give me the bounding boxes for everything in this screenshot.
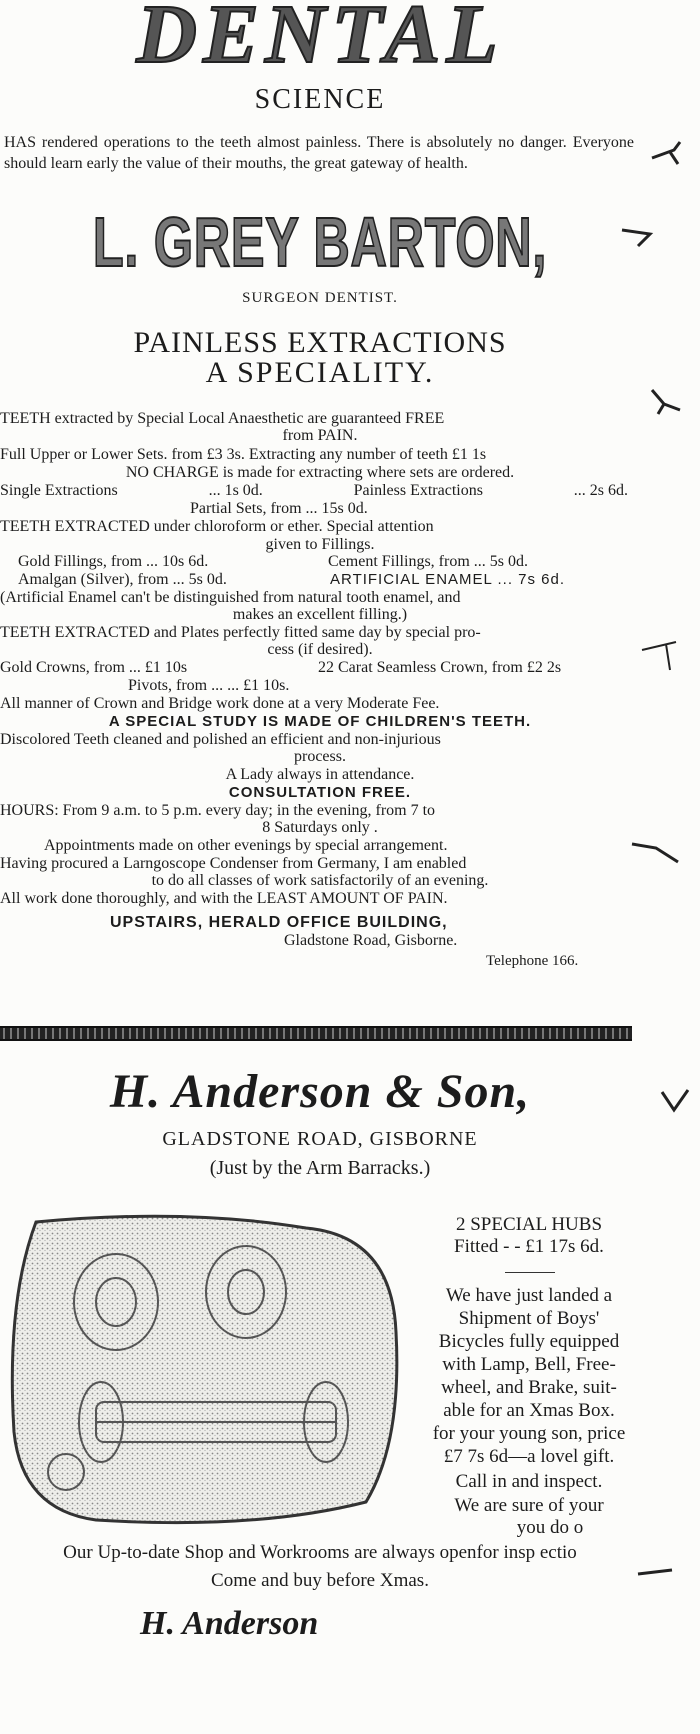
price-line: All manner of Crown and Bridge work done at a very Moderate Fee. bbox=[0, 695, 440, 712]
price-line: ARTIFICIAL ENAMEL ... 7s 6d. bbox=[330, 571, 566, 588]
price-line: makes an excellent filling.) bbox=[232, 606, 408, 623]
section-divider bbox=[0, 1026, 632, 1041]
price-line: TEETH extracted by Special Local Anaesthetic are guaranteed FREE bbox=[0, 410, 445, 427]
dental-title: DENTAL bbox=[136, 0, 504, 81]
price-line: Discolored Teeth cleaned and polished an efficient and non-injurious bbox=[0, 731, 441, 748]
price-row bbox=[0, 482, 628, 500]
promo-line: with Lamp, Bell, Free- bbox=[442, 1354, 616, 1375]
price-line: TEETH EXTRACTED under chloroform or ether. Special attention bbox=[0, 518, 434, 535]
children-note: A SPECIAL STUDY IS MADE OF CHILDREN'S TEETH. bbox=[108, 713, 532, 730]
margin-mark-icon bbox=[660, 1086, 690, 1114]
headline-painless-extractions: PAINLESS EXTRACTIONS bbox=[133, 326, 507, 359]
promo-line: able for an Xmas Box. bbox=[443, 1400, 615, 1421]
promo-line: Bicycles fully equipped bbox=[438, 1331, 620, 1352]
promo-line: £7 7s 6d—a lovel gift. bbox=[443, 1446, 615, 1467]
price-line: NO CHARGE is made for extracting where sets are ordered. bbox=[125, 464, 515, 481]
margin-mark-icon bbox=[636, 1562, 676, 1582]
hours-line: 8 Saturdays only . bbox=[262, 819, 378, 836]
price-line: cess (if desired). bbox=[267, 641, 373, 658]
price-item: Single Extractions bbox=[0, 482, 118, 499]
bicycle-hub-illustration bbox=[6, 1212, 404, 1526]
address-line-1: UPSTAIRS, HERALD OFFICE BUILDING, bbox=[110, 914, 448, 931]
come-buy-line: Come and buy before Xmas. bbox=[211, 1570, 429, 1591]
equipment-line: to do all classes of work satisfactorily of an evening. bbox=[151, 872, 489, 889]
lady-attendance: A Lady always in attendance. bbox=[225, 766, 415, 783]
margin-mark-icon bbox=[650, 140, 682, 170]
price-line: Partial Sets, from ... 15s 0d. bbox=[190, 500, 368, 517]
hubs-heading: 2 SPECIAL HUBS bbox=[455, 1214, 603, 1235]
price-line: process. bbox=[294, 748, 346, 765]
promo-line: for your young son, price bbox=[432, 1423, 626, 1444]
price-value: ... 1s 0d. bbox=[208, 482, 263, 499]
anderson-location-note: (Just by the Arm Barracks.) bbox=[209, 1157, 431, 1179]
telephone: Telephone 166. bbox=[486, 953, 579, 969]
equipment-line: Having procured a Larngoscope Condenser from Germany, I am enabled bbox=[0, 855, 467, 872]
headline-speciality: A SPECIALITY. bbox=[205, 356, 435, 389]
promo-line: Call in and inspect. bbox=[455, 1471, 603, 1492]
margin-mark-icon bbox=[630, 838, 682, 868]
price-item: Painless Extractions bbox=[353, 482, 483, 499]
science-subtitle: SCIENCE bbox=[254, 84, 386, 115]
anderson-address: GLADSTONE ROAD, GISBORNE bbox=[162, 1128, 478, 1150]
address-line-2: Gladstone Road, Gisborne. bbox=[284, 932, 458, 949]
price-line: 22 Carat Seamless Crown, from £2 2s bbox=[318, 659, 562, 676]
consultation-free: CONSULTATION FREE. bbox=[228, 784, 412, 801]
hubs-price: Fitted - - £1 17s 6d. bbox=[454, 1236, 604, 1257]
price-line: from PAIN. bbox=[282, 427, 358, 444]
price-line: Full Upper or Lower Sets. from £3 3s. Extracting any number of teeth £1 1s bbox=[0, 446, 487, 463]
price-line: given to Fillings. bbox=[265, 536, 375, 553]
anderson-signature: H. Anderson bbox=[140, 1605, 319, 1642]
price-line: Amalgan (Silver), from ... 5s 0d. bbox=[18, 571, 227, 588]
price-line: TEETH EXTRACTED and Plates perfectly fitted same day by special pro- bbox=[0, 624, 481, 641]
price-value: ... 2s 6d. bbox=[573, 482, 628, 499]
promo-line: We are sure of your bbox=[454, 1495, 604, 1516]
margin-mark-icon bbox=[650, 386, 684, 416]
promo-line: wheel, and Brake, suit- bbox=[441, 1377, 617, 1398]
hours-line: HOURS: From 9 a.m. to 5 p.m. every day; in the evening, from 7 to bbox=[0, 802, 436, 819]
promo-line: We have just landed a bbox=[445, 1285, 613, 1306]
appointments-line: Appointments made on other evenings by special arrangement. bbox=[44, 837, 448, 854]
dental-intro: HAS rendered operations to the teeth almost painless. There is absolutely no danger. Everyone should learn early the value of their mouths, the great gateway of health. bbox=[4, 134, 634, 172]
margin-mark-icon bbox=[640, 638, 680, 672]
price-line: Gold Crowns, from ... £1 10s bbox=[0, 659, 188, 676]
promo-line: you do o bbox=[516, 1517, 584, 1538]
dentist-name: L. GREY BARTON, bbox=[92, 203, 548, 281]
hubs-rule bbox=[505, 1272, 555, 1273]
anderson-title: H. Anderson & Son, bbox=[109, 1065, 531, 1118]
price-line: Cement Fillings, from ... 5s 0d. bbox=[328, 553, 528, 570]
price-line: Gold Fillings, from ... 10s 6d. bbox=[18, 553, 209, 570]
promo-line: Shipment of Boys' bbox=[458, 1308, 600, 1329]
price-line: (Artificial Enamel can't be distinguished from natural tooth enamel, and bbox=[0, 589, 461, 606]
shop-line: Our Up-to-date Shop and Workrooms are always openfor insp ectio bbox=[63, 1542, 577, 1563]
margin-mark-icon bbox=[620, 224, 654, 248]
least-pain-line: All work done thoroughly, and with the LEAST AMOUNT OF PAIN. bbox=[0, 890, 448, 907]
dentist-profession: SURGEON DENTIST. bbox=[242, 290, 398, 306]
price-line: Pivots, from ... ... £1 10s. bbox=[128, 677, 290, 694]
